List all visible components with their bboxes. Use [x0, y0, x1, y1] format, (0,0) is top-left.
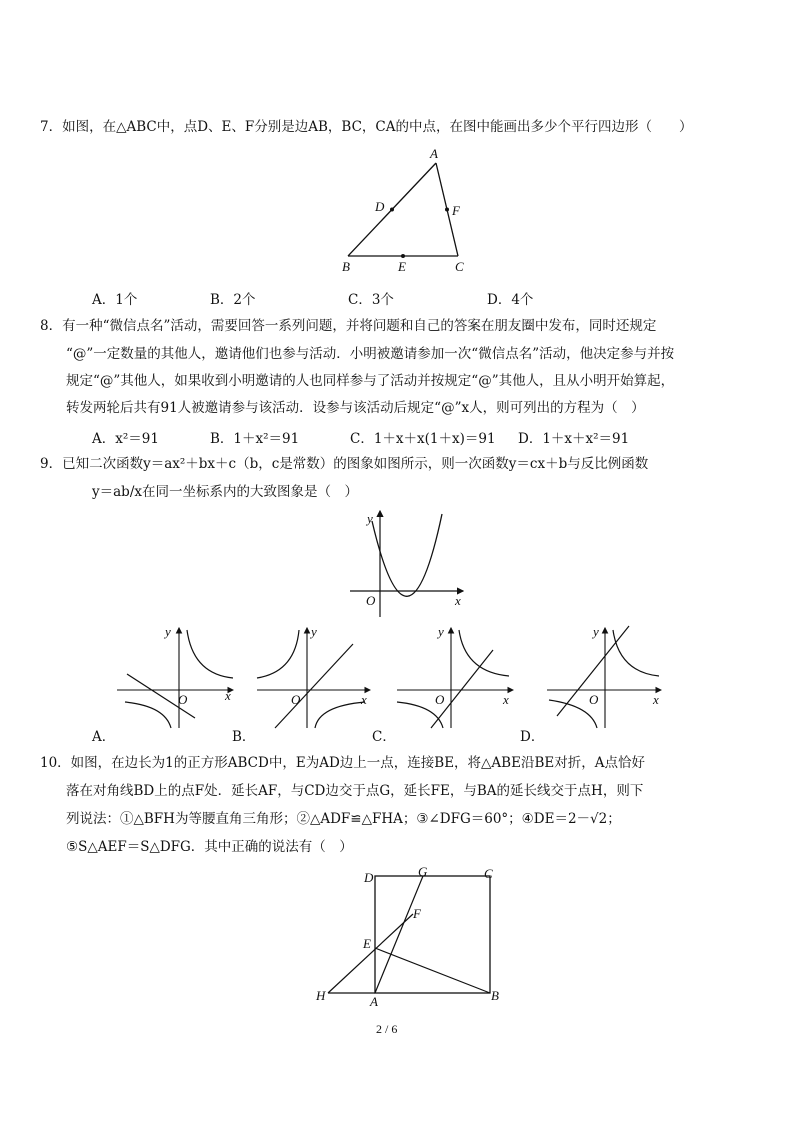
q10-label-c: C	[484, 866, 493, 881]
q10-label-b: B	[491, 988, 499, 1003]
q9-a-origin-label: O	[178, 692, 188, 707]
q9-d-x-label: x	[653, 692, 659, 707]
q9-option-d-graph[interactable]	[545, 620, 670, 730]
q10-label-e: E	[363, 936, 371, 951]
q10-label-f: F	[413, 906, 421, 921]
q10-line-1: 10．如图，在边长为1的正方形ABCD中，E为AD边上一点，连接BE，将△ABE沿BE对折，A点恰好	[40, 755, 645, 771]
q9-option-a-letter[interactable]: A．	[92, 729, 116, 745]
q10-line-3: 列说法：①△BFH为等腰直角三角形；②△ADF≌△FHA；③∠DFG＝60°；④DE＝2－√2；	[66, 811, 621, 827]
q7-option-c[interactable]: C．3个	[348, 292, 394, 308]
q9-line-1: 9．已知二次函数y＝ax²＋bx＋c（b，c是常数）的图象如图所示，则一次函数y＝cx＋b与反比例函数	[40, 456, 649, 472]
q8-line-2: “@”一定数量的其他人，邀请他们也参与活动．小明被邀请参加一次“微信点名”活动，他决定参与并按	[66, 346, 675, 362]
page-number: 2 / 6	[376, 1022, 398, 1036]
q9-d-origin-label: O	[589, 692, 599, 707]
q9-c-origin-label: O	[435, 692, 445, 707]
q7-label-f: F	[452, 203, 460, 218]
q7-stem: 7．如图，在△ABC中，点D、E、F分别是边AB，BC，CA的中点，在图中能画出多少个平行四边形（ ）	[40, 119, 693, 135]
q8-option-a[interactable]: A．x²＝91	[92, 431, 159, 447]
q9-option-c-letter[interactable]: C．	[372, 729, 396, 745]
q7-label-a: A	[430, 146, 438, 161]
q9-b-x-label: x	[361, 692, 367, 707]
q9-a-x-label: x	[225, 688, 231, 703]
q9-line-2: y＝ab/x在同一坐标系内的大致图象是（ ）	[92, 484, 358, 500]
q8-option-c[interactable]: C．1＋x＋x(1＋x)＝91	[350, 431, 496, 447]
q10-line-4: ⑤S△AEF＝S△DFG．其中正确的说法有（ ）	[66, 839, 353, 855]
q7-label-b: B	[342, 259, 350, 274]
q8-line-3: 规定“@”其他人，如果收到小明邀请的人也同样参与了活动并按规定“@”其他人，且从小明开始算起，	[66, 373, 675, 389]
q9-main-y-label: y	[367, 511, 373, 526]
q9-a-y-label: y	[165, 624, 171, 639]
q9-b-origin-label: O	[291, 692, 301, 707]
q8-line-4: 转发两轮后共有91人被邀请参与该活动．设参与该活动后规定“@”x人，则可列出的方程为（ ）	[66, 400, 645, 416]
q9-option-d-letter[interactable]: D．	[520, 729, 545, 745]
q9-parabola-figure	[345, 505, 475, 620]
q7-label-c: C	[455, 259, 464, 274]
q9-option-c-graph[interactable]	[395, 620, 520, 730]
q7-label-e: E	[398, 259, 406, 274]
q7-option-a[interactable]: A．1个	[92, 292, 138, 308]
q9-option-b-letter[interactable]: B．	[232, 729, 256, 745]
q9-main-x-label: x	[455, 593, 461, 608]
q10-label-a: A	[370, 994, 378, 1009]
q7-option-b[interactable]: B．2个	[210, 292, 256, 308]
q9-option-b-graph[interactable]	[255, 620, 380, 730]
q10-label-g: G	[418, 864, 428, 879]
q8-option-d[interactable]: D．1＋x＋x²＝91	[518, 431, 630, 447]
q7-triangle-figure	[335, 145, 475, 275]
q9-option-a-graph[interactable]	[115, 620, 240, 730]
q7-option-d[interactable]: D．4个	[487, 292, 534, 308]
q10-line-2: 落在对角线BD上的点F处．延长AF，与CD边交于点G，延长FE，与BA的延长线交于点H，则下	[66, 783, 644, 799]
q9-c-y-label: y	[438, 624, 444, 639]
q8-option-b[interactable]: B．1＋x²＝91	[210, 431, 300, 447]
q9-d-y-label: y	[593, 624, 599, 639]
q9-c-x-label: x	[503, 692, 509, 707]
q10-label-h: H	[316, 988, 326, 1003]
q9-main-origin-label: O	[366, 593, 376, 608]
q9-b-y-label: y	[311, 624, 317, 639]
q7-label-d: D	[375, 199, 385, 214]
q10-label-d: D	[364, 870, 374, 885]
q10-square-figure	[310, 860, 510, 1010]
q8-line-1: 8．有一种“微信点名”活动，需要回答一系列问题，并将问题和自己的答案在朋友圈中发布，同时还规定	[40, 318, 657, 334]
